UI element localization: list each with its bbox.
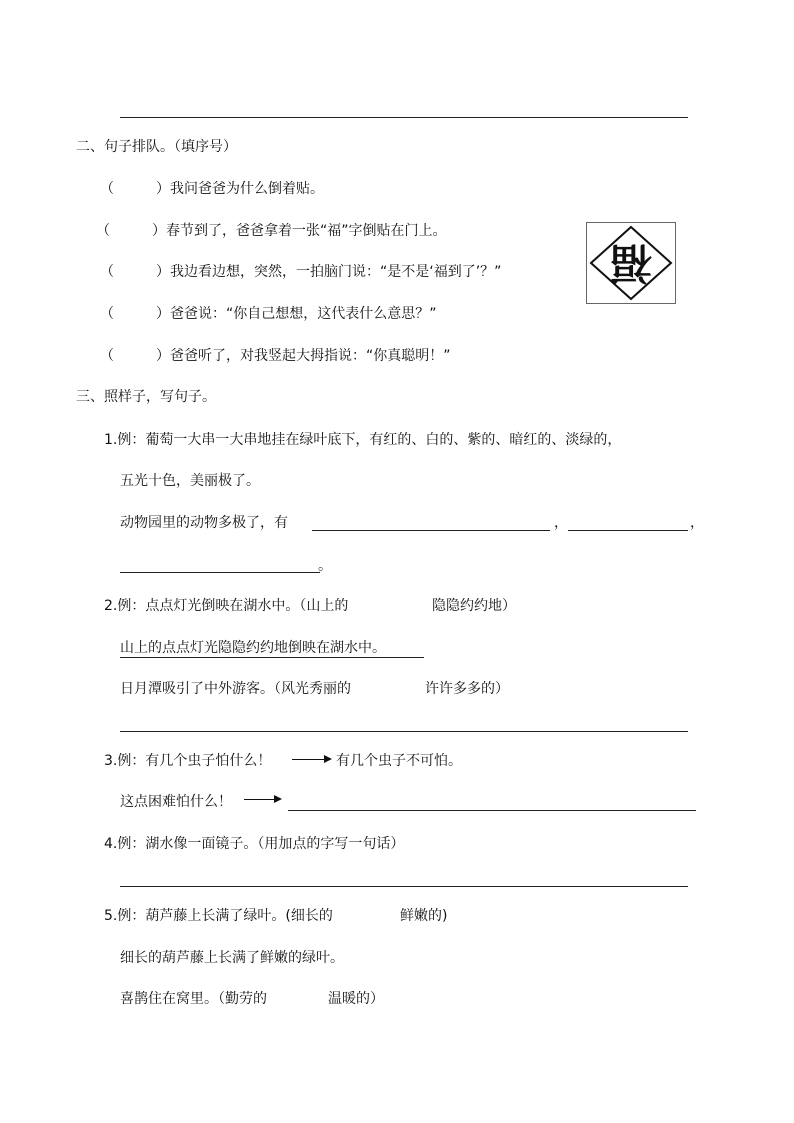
list-item: [100, 305, 437, 323]
q2-example: [104, 597, 348, 615]
q3-answer-line[interactable]: [288, 810, 696, 811]
open-paren: （: [100, 181, 114, 197]
close-paren: ）: [156, 264, 170, 280]
q4-example-text: 例：湖水像一面镜子。（用加点的字写一句话）: [117, 836, 405, 852]
open-paren: （: [100, 348, 114, 364]
q2-answer-line[interactable]: [120, 731, 688, 732]
section-2-title: 二、句子排队。（填序号）: [76, 139, 237, 155]
q2-example-word2: 隐隐约约地）: [432, 598, 516, 614]
q4-example: [104, 835, 404, 853]
open-paren: （: [96, 223, 110, 239]
diamond-icon: [587, 223, 675, 303]
q5-example-word2: 鲜嫩的): [400, 908, 448, 924]
close-paren: ）: [152, 223, 166, 239]
close-paren: ）: [156, 348, 170, 364]
q3-example-left: 例：有几个虫子怕什么！: [117, 753, 272, 769]
q1-comma-2: ，: [690, 515, 704, 531]
q2-number: 2.: [104, 598, 118, 614]
section-3-title: 三、照样子，写句子。: [76, 389, 216, 405]
list-item: [100, 180, 324, 198]
open-paren: （: [100, 306, 114, 322]
q1-comma-1: ，: [554, 515, 568, 531]
close-paren: ）: [156, 306, 170, 322]
q1-example-text: 例：葡萄一大串一大串地挂在绿叶底下，有红的、白的、紫的、暗红的、淡绿的，: [117, 432, 622, 448]
list-item: [100, 347, 451, 365]
list-item: [96, 222, 447, 240]
q5-prompt: 喜鹊住在窝里。（勤劳的: [120, 991, 267, 1007]
q1-blank-1[interactable]: [312, 530, 550, 531]
q1-blank-3[interactable]: [120, 572, 320, 573]
q3-example-right: 有几个虫子不可怕。: [336, 753, 462, 769]
q3-number: 3.: [104, 753, 118, 769]
q1-prompt: 动物园里的动物多极了，有: [120, 515, 288, 531]
q1-blank-2[interactable]: [568, 530, 688, 531]
inverted-fu-glyph: 福: [609, 238, 653, 288]
q1-number: 1.: [104, 432, 118, 448]
q1-example-line2: 五光十色，美丽极了。: [120, 473, 260, 489]
arrow-icon: [244, 799, 280, 800]
close-paren: ）: [156, 181, 170, 197]
sentence-5: 爸爸听了，对我竖起大拇指说：“你真聪明！”: [170, 348, 451, 364]
q2-prompt-word2: 许许多多的）: [425, 681, 509, 697]
list-item: [100, 263, 501, 281]
q4-number: 4.: [104, 836, 118, 852]
sentence-4: 爸爸说：“你自己想想，这代表什么意思？”: [170, 306, 437, 322]
sentence-2: 春节到了，爸爸拿着一张“福”字倒贴在门上。: [166, 223, 447, 239]
sentence-3: 我边看边想，突然，一拍脑门说：“是不是‘福到了’？”: [170, 264, 502, 280]
q2-answer-underline: [120, 657, 424, 658]
arrow-icon: [292, 759, 330, 760]
q5-example-text: 例：葫芦藤上长满了绿叶。(细长的: [117, 908, 333, 924]
q1-example-line1: [104, 431, 621, 449]
q2-example-text: 例：点点灯光倒映在湖水中。（山上的: [117, 598, 349, 614]
answer-line-top: [120, 117, 688, 118]
q3-prompt: 这点困难怕什么！: [120, 794, 232, 810]
q3-example: [104, 752, 271, 770]
q5-prompt-word2: 温暖的）: [328, 991, 384, 1007]
q5-answer: 细长的葫芦藤上长满了鲜嫩的绿叶。: [120, 950, 344, 966]
open-paren: （: [100, 264, 114, 280]
q5-number: 5.: [104, 908, 118, 924]
q4-answer-line[interactable]: [120, 886, 688, 887]
sentence-1: 我问爸爸为什么倒着贴。: [170, 181, 324, 197]
q5-example: [104, 907, 333, 925]
fu-character-image: [586, 222, 676, 304]
q2-prompt: 日月潭吸引了中外游客。（风光秀丽的: [120, 681, 351, 697]
q2-answer: 山上的点点灯光隐隐约约地倒映在湖水中。: [120, 640, 386, 656]
q1-end-mark: 。: [318, 558, 332, 574]
